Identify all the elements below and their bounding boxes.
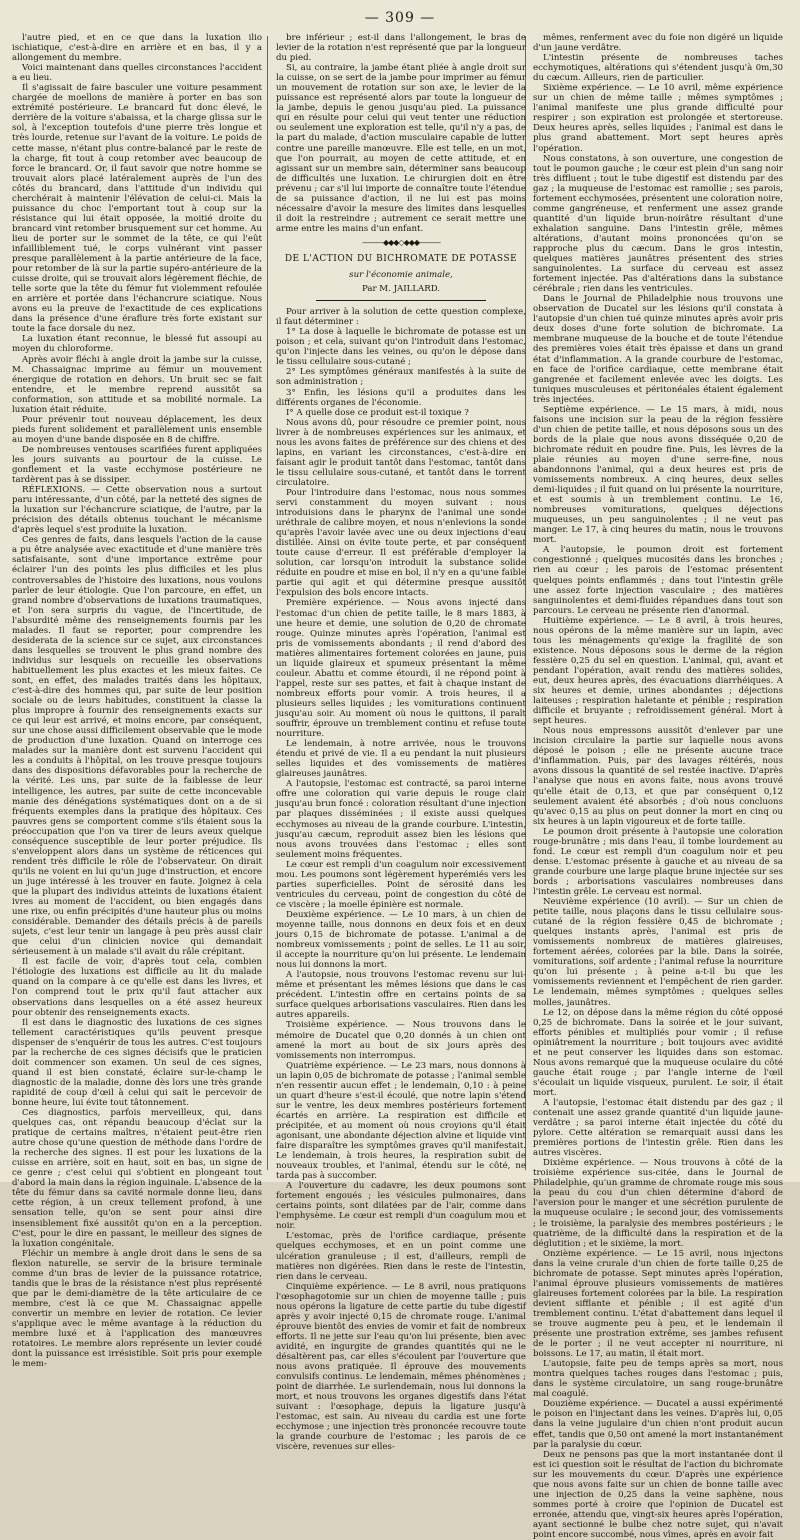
paragraph: A l'autopsie, l'estomac était distendu par des gaz ; il contenait une assez grande quantité d'un liquide jaune-verdâtre ; sa paroi interne était injectée du côté du pylore. Cette altération se remarquait aussi dans les premières portions de l'intestin grêle. Rien dans les autres viscères. — [533, 1097, 783, 1159]
paragraph: Il est facile de voir, d'après tout cela, combien l'étiologie des luxations est difficile au lit du malade quand on la compare à ce qu'elle est dans les livres, et l'on comprend tout le prix qu'il faut attacher aux observations dans lesquelles on a été assez heureux pour obtenir des renseignements exacts. — [12, 957, 262, 1018]
paragraph: Pour arriver à la solution de cette question complexe, il faut déterminer : — [276, 307, 526, 328]
paragraph: Pour l'introduire dans l'estomac, nous nous sommes servi constamment du moyen suivant : nous introduisions dans le pharynx de l'animal une sonde uréthrale de calibre moyen, et nous n'enlevions la sonde qu'après l'avoir lavée avec une ou deux injections d'eau distillée. Ainsi on évite toute perte, et par conséquent toute cause d'erreur. Il est préférable d'employer la solution, car lorsqu'on introduit la substance solide réduite en poudre et mise en bol, il n'y en a qu'une faible partie qui agit et qui détermine presque aussitôt l'expulsion des bols encore intacts. — [276, 487, 526, 599]
article-title: DE L'ACTION DU BICHROMATE DE POTASSE — [284, 253, 518, 264]
paragraph: Ces diagnostics, parfois merveilleux, qui, dans quelques cas, ont répandu beaucoup d'éclat sur la pratique de certains maîtres, n'étaient peut-être rien autre chose qu'une question de méthode dans l'ordre de la recherche des signes. Il est pour les luxations de la cuisse en arrière, soit en haut, soit en bas, un signe de ce genre ; c'est celui qui s'obtient en plongeant tout d'abord la main dans la région inguinale. L'absence de la tête du fémur dans sa cavité normale donne lieu, dans cette région, à un creux tellement profond, à une sensation telle, qu'on se sent pour ainsi dire insensiblement fixé aussitôt qu'on en a la perception. C'est, pour le dire en passant, le meilleur des signes de la luxation congénitale. — [12, 1108, 262, 1249]
article-subtitle: sur l'économie animale, — [349, 270, 453, 281]
paragraph: La luxation étant reconnue, le blessé fut assoupi au moyen du chloroforme. — [12, 334, 262, 355]
paragraph: Après avoir fléchi à angle droit la jambe sur la cuisse, M. Chassaignac imprime au fémur un mouvement énergique de rotation en dehors. Un bruit sec se fait entendre, et le membre reprend aussitôt sa conformation, son attitude et sa mobilité normale. La luxation était réduite. — [12, 354, 262, 415]
paragraph: Il s'agissait de faire basculer une voiture pesamment chargée de moellons de manière à porter en bas son extrémité postérieure. Le brancard fut donc élevé, le derrière de la voiture s'abaissa, et la charge glissa sur le sol, à l'exception toutefois d'une pierre très longue et très lourde, retenue sur l'avant de la voiture. Le poids de cette masse, n'étant plus contre-balancé par le reste de la charge, fit tout à coup retomber avec beaucoup de force le brancard. Or, il faut savoir que notre homme se trouvait alors placé latéralement auprès de l'un des côtés du brancard, dans l'attitude d'un individu qui cherchérait à maintenir l'élévation de celui-ci. Mais la puissance du choc l'emportant tout à coup sur la résistance qui lui était opposée, la moitié droite du brancard vint retomber brusquement sur cet homme. Au lieu de porter sur le sommet de la tête, ce qui l'eût infailliblement tué, le corps vulnérant vint passer presque parallèlement à la partie antérieure de la face, pour retomber de là sur la partie supéro-antérieure de la cuisse droite, qui se trouvait alors légèrement fléchie, de telle sorte que la tête du fémur fut violemment refoulée en arrière et portée dans l'échancrure sciatique. Nous avons eu la preuve de l'exactitude de ces explications dans la présence d'une éraflure très forte existant sur toute la face dorsale du nez. — [12, 83, 262, 335]
paragraph: Ces genres de faits, dans lesquels l'action de la cause a pu être analysée avec exactitude et d'une manière très satisfaisante, sont d'une importance extrême pour éclairer l'un des points les plus difficiles et les plus controversables de l'histoire des luxations, nous voulons parler de leur étiologie. Que l'on parcoure, en effet, un grand nombre d'observations de luxations traumatiques, et l'on sera surpris du vague, de l'incertitude, de l'absurdité même des renseignements fournis par les malades. Il faut se reporter, pour comprendre les desiderata de la science sur ce sujet, aux circonstances dans lesquelles se trouvent le plus grand nombre des individus sur lesquels on recueille les observations habituellement les plus exactes et les mieux faites. Ce sont, en effet, des malades traités dans les hôpitaux, c'est-à-dire des hommes qui, par suite de leur position sociale ou de leurs habitudes, constituent la classe la plus impropre à fournir des renseignements exacts sur ce qui leur est arrivé, et moins encore, par conséquent, sur une chose aussi difficilement observable que le mode de production d'une luxation. Quand on interroge ces malades sur la manière dont est survenu l'accident qui les a conduits à l'hôpital, on les trouve presque toujours dans des dispositions défavorables pour la recherche de la vérité. Les uns, par suite de la faiblesse de leur intelligence, les autres, par suite de cette inconcevable manie des dénégations systématiques dont on a de si fréquents exemples dans la pratique des hôpitaux. Ces pauvres gens se comportent comme s'ils étaient sous la préoccupation que l'on va tirer de leurs aveux quelque conséquence susceptible de leur porter préjudice. Ils s'enveloppent alors dans un système de réticences qui rendent très difficile le rôle de l'observateur. On dirait qu'ils ne voient en lui qu'un juge d'instruction, et encore un juge intéressé à les trouver en faute. Joignez à cela que la plupart des individus atteints de luxations étaient ivres au moment de l'accident, ou bien engagés dans une rixe, ou enfin précipités d'une hauteur plus ou moins considérable. Demander des détails précis à de pareils sujets, c'est leur tenir un langage à peu près aussi clair que celui d'un clinicien novice qui demandait sérieusement à un malade s'il avait du râle crépitant. — [12, 535, 262, 958]
paragraph: 3° Enfin, les lésions qu'il a produites dans les différents organes de l'économie. — [276, 387, 526, 408]
paragraph: l'autre pied, et en ce que dans la luxation ilio ischiatique, c'est-à-dire en arrière et en bas, il y a allongement du membre. — [12, 33, 262, 64]
paragraph: L'intestin présente de nombreuses taches ecchymotiques, altérations qui s'étendent jusqu'à 0m,30 du cæcum. Ailleurs, rien de particulier. — [533, 53, 783, 84]
paragraph: Pour prévenir tout nouveau déplacement, les deux pieds furent solidement et parallèlement unis ensemble au moyen d'une bande disposée en 8 de chiffre. — [12, 414, 262, 445]
paragraph: Le poumon droit présente à l'autopsie une coloration rouge-brunâtre ; mis dans l'eau, il tombe lourdement au fond. Le cœur est rempli d'un coagulum noir et peu dense. L'estomac présente à gauche et au niveau de sa grande courbure une large plaque brune injectée sur ses bords ; arborisations vasculaires nombreuses dans l'intestin grêle. Le cerveau est normal. — [533, 826, 783, 897]
paragraph: A l'ouverture du cadavre, les deux poumons sont fortement engoués ; les vésicules pulmonaires, dans certains points, sont dilatées par de l'air, comme dans l'emphysème. Le cœur est rempli d'un coagulum mou et noir. — [276, 1181, 526, 1232]
paragraph: I° A quelle dose ce produit est-il toxique ? — [286, 407, 469, 418]
paragraph: mêmes, renferment avec du foie non digéré un liquide d'un jaune verdâtre. — [533, 33, 783, 54]
paragraph: Quatrième expérience. — Le 23 mars, nous donnons à un lapin 0,05 de bichromate de potasse ; l'animal semble n'en ressentir aucun effet ; le lendemain, 0,10 : à peine un quart d'heure s'est-il écoulé, que notre lapin s'étend sur le ventre, les deux membres postérieurs fortement écartés en arrière. La respiration est difficile et précipitée, et au moment où nous croyions qu'il était agonisant, une abondante déjection alvine et liquide vint faire disparaître les symptômes graves qu'il manifestait. Le lendemain, à trois heures, la respiration subit de nouveaux troubles, et l'animal, étendu sur le côté, ne tarda pas à succomber. — [276, 1060, 526, 1182]
paragraph: Onzième expérience. — Le 15 avril, nous injectons dans la veine crurale d'un chien de forte taille 0,25 de bichromate de potasse. Sept minutes après l'opération, l'animal éprouve plusieurs vomissements de matières glaireuses fortement colorées par la bile. La respiration devient sifflante et pénible ; il est agité d'un tremblement continu. L'état d'abattement dans lequel il se trouve augmente peu à peu, et le lendemain il présente une prostration extrême, ses jambes refusent de le porter ; il ne veut accepter ni nourriture, ni boissons. Le 17, au matin, il était mort. — [533, 1248, 783, 1360]
paragraph: bre inférieur ; est-il dans l'allongement, le bras de levier de la rotation n'est représenté que par la longueur du pied. — [276, 33, 526, 64]
paragraph: Dans le Journal de Philadelphie nous trouvons une observation de Ducatel sur les lésions qu'il constata à l'autopsie d'un chien tué quinze minutes après avoir pris deux doses d'une forte solution de bichromate. La membrane muqueuse de la bouche et de toute l'étendue des premières voies était très épaisse et dans un grand état d'inflammation. A la grande courbure de l'estomac, en face de l'orifice cardiaque, cette membrane était gangrenée et facilement enlevée avec les doigts. Les tuniques musculeuses et péritonéales étaient également très injectées. — [533, 294, 783, 405]
paragraph: Sixième expérience. — Le 10 avril, même expérience sur un chien de même taille ; mêmes symptômes ; l'animal manifeste une plus grande difficulté pour respirer ; son expiration est prolongée et stertoreuse. Deux heures après, selles liquides ; l'animal est dans le plus grand abattement. Mort sept heures après l'opération. — [533, 83, 783, 154]
paragraph: Douzième expérience. — Ducatel a aussi expérimenté le poison en l'injectant dans les veines. D'après lui, 0,05 dans la veine jugulaire d'un chien n'ont produit aucun effet, tandis que 0,50 ont amené la mort instantanément par la paralysie du cœur. — [533, 1399, 783, 1450]
paragraph: Nous nous empressons aussitôt d'enlever par une incision circulaire la partie sur laquelle nous avons déposé le poison ; elle ne présente aucune trace d'inflammation. Puis, par des lavages réitérés, nous avons dissous la quantité de sel restée inactive. D'après l'analyse que nous en avons faite, nous avons trouvé qu'elle était de 0,13, et que par conséquent 0,12 seulement avaient été absorbés ; d'où nous concluons qu'avec 0,15 au plus on peut donner la mort en cinq ou six heures à un lapin vigoureux et de forte taille. — [533, 726, 783, 827]
paragraph: De nombreuses ventouses scarifiées furent appliquées les jours suivants au pourtour de la cuisse. Le gonflement et la vaste ecchymose postérieure ne tardèrent pas à se dissiper. — [12, 444, 262, 486]
paragraph: A l'autopsie, l'estomac est contracté, sa paroi interne offre une coloration qui varie depuis le rouge clair jusqu'au brun foncé : coloration résultant d'une injection par plaques disséminées ; il existe aussi quelques ecchymoses au niveau de la grande courbure. L'intestin, jusqu'au cæcum, reproduit assez bien les lésions que nous avons trouvées dans l'estomac ; elles sont seulement moins fréquentes. — [276, 779, 526, 860]
paragraph: Troisième expérience. — Nous trouvons dans le mémoire de Ducatel que 0,20 donnés à un chien ont amené la mort au bout de six jours après des vomissements non interrompus. — [276, 1020, 526, 1061]
column-3 — [533, 33, 783, 1540]
paragraph: Huitième expérience. — Le 8 avril, à trois heures, nous opérons de la même manière sur un lapin, avec tous les ménagements qu'exige la fragilité de son existence. Nous déposons sous le derme de la région fessière 0,25 du sel en question. L'animal, qui, avant et pendant l'opération, avait rendu des matières solides, eut, deux heures après, des évacuations diarrhéiques. A six heures et demie, urines abondantes ; déjections laiteuses ; respiration haletante et pénible ; respiration difficile et bruyante ; refroidissement général. Mort à sept heures. — [533, 615, 783, 727]
paragraph: Nous constatons, à son ouverture, une congestion de tout le poumon gauche ; le cœur est plein d'un sang noir très diffluent ; tout le tube digestif est distendu par des gaz ; la muqueuse de l'estomac est ramollie ; ses parois, fortement ecchymosées, présentent une coloration noire, comme gangréneuse, et renferment une assez grande quantité d'un liquide brun-noirâtre résultant d'une exhalation sanguine. Dans l'intestin grêle, mêmes altérations, d'autant moins prononcées qu'on se rapproche plus du cæcum. Dans le gros intestin, quelques matières jaunâtres présentent des stries sanguinolentes. La surface du cerveau est assez fortement injectée. Pas d'altérations dans la substance cérébrale ; rien dans les ventricules. — [533, 153, 783, 295]
section-ornament: ———◆◆◆◇◆◆◆——— — [361, 237, 441, 247]
paragraph: Cinquième expérience. — Le 8 avril, nous pratiquons l'œsophagotomie sur un chien de moyenne taille ; puis nous opérons la ligature de cette partie du tube digestif après y avoir injecté 0,15 de chromate rouge. L'animal éprouve bientôt des envies de vomir et fait de nombreux efforts. Il ne jette sur l'eau qu'on lui présente, bien avec avidité, en ingurgite de grandes quantités qui ne le désaltèrent pas, car elles s'écoulent par l'ouverture que nous avons pratiquée. Il éprouve des mouvements convulsifs continus. Le lendemain, mêmes phénomènes ; point de diarrhée. Le surlendemain, nous lui donnons la mort, et nous trouvons les organes digestifs dans l'état suivant : l'œsophage, depuis la ligature jusqu'à l'estomac, est sain. Au niveau du cardia est une forte ecchymose ; une injection très prononcée recouvre toute la grande courbure de l'estomac ; les parois de ce viscère, revenues sur elles- — [276, 1281, 526, 1453]
paragraph: 1° La dose à laquelle le bichromate de potasse est un poison ; et cela, suivant qu'on l'introduit dans l'estomac, qu'on l'injecte dans les veines, ou qu'on le dépose dans le tissu cellulaire sous-cutané ; — [276, 327, 526, 368]
paragraph: Nous avons dû, pour résoudre ce premier point, nous livrer à de nombreuses expériences sur les animaux, et nous les avons faites de préférence sur des chiens et des lapins, en variant les circonstances, c'est-à-dire en faisant agir le produit tantôt dans l'estomac, tantôt dans le tissu cellulaire sous-cutané, et tantôt dans le torrent circulatoire. — [276, 417, 526, 488]
paragraph: L'autopsie, faite peu de temps après sa mort, nous montra quelques taches rouges dans l'estomac ; puis, dans le système circulatoire, un sang rouge-brunâtre mal coagulé. — [533, 1359, 783, 1400]
paragraph: Le 12, on dépose dans la même région du côté opposé 0,25 de bichromate. Dans la soirée et le jour suivant, efforts pénibles et multipliés pour vomir ; il refuse opiniâtrement la nourriture ; boit toujours avec avidité et ne peut conserver les liquides dans son estomac. Nous avons remarqué que la muqueuse oculaire du côté gauche était rouge ; par l'angle interne de l'œil s'écoulait un liquide visqueux, purulent. Le soir, il était mort. — [533, 1007, 783, 1098]
page-number: — 309 — — [364, 10, 436, 26]
paragraph: L'estomac, près de l'orifice cardiaque, présente quelques ecchymoses, et en un point comme une ulcération granuleuse ; il est, d'ailleurs, rempli de matières non digérées. Rien dans le reste de l'intestin, rien dans le cerveau. — [276, 1231, 526, 1282]
paragraph: RÉFLEXIONS. — Cette observation nous a surtout paru intéressante, d'un côté, par la netteté des signes de la luxation sur l'échancrure sciatique, de l'autre, par la précision des détails obtenus touchant le mécanisme d'après lequel s'est produite la luxation. — [12, 485, 262, 536]
paragraph: A l'autopsie, le poumon droit est fortement congestionné ; quelques mucosités dans les bronches ; rien au cœur ; les parois de l'estomac présentent quelques points enflammés ; dans tout l'intestin grêle une assez forte injection vasculaire ; des matières sanguinolentes et demi-fluides répandues dans tout son parcours. Le cerveau ne présente rien d'anormal. — [533, 545, 783, 616]
paragraph: Fléchir un membre à angle droit dans le sens de sa flexion naturelle, se servir de la brisure terminale comme d'un bras de levier de la puissance rotatrice, tandis que le bras de la résistance n'est plus représenté que par le demi-diamètre de la tête articulaire de ce membre, c'est là ce que M. Chassaignac appelle convertir un membre en levier de rotation. Ce levier s'applique avec le même avantage à la réduction du membre luxé et à l'application des manœuvres rotatoires. Le membre alors représente un levier coudé dont la puissance est irrésistible. Soit pris pour exemple le mem- — [12, 1248, 262, 1370]
column-2-continuation — [276, 33, 526, 234]
paragraph: Deux ne pensons pas que la mort instantanée dont il est ici question soit le résultat de l'action du bichromate sur les mouvements du cœur. D'après une expérience que nous avons faite sur un chien de bonne taille avec une injection de 0,25 dans la veine saphène, nous sommes porté à croire que l'opinion de Ducatel est erronée, attendu que, vingt-six heures après l'opération, ayant sectionné le bulbe chez notre sujet, qui n'avait point encore succombé, nous vîmes, après en avoir fait — [533, 1449, 783, 1540]
paragraph: Neuvième expérience (10 avril). — Sur un chien de petite taille, nous plaçons dans le tissu cellulaire sous-cutané de la région fessière 0,45 de bichromate ; quelques instants après, l'animal est pris de vomissements nombreux de matières glaireuses, fortement aérées, colorées par la bile. Dans la soirée, vomiturations, soif ardente ; l'animal refuse la nourriture qu'on lui présente ; à peine a-t-il bu que les vomissements reviennent et l'empêchent de rien garder. Le lendemain, mêmes symptômes ; quelques selles molles, jaunâtres. — [533, 897, 783, 1008]
paragraph: Septième expérience. — Le 15 mars, à midi, nous faisons une incision sur la peau de la région fessière d'un chien de petite taille, et nous déposons sous un des bords de la plaie que nous avons disséquée 0,20 de bichromate réduit en poudre fine. Puis, les lèvres de la plaie réunies au moyen d'une serre-fine, nous abandonnons l'animal, qui a deux heures est pris de vomissements nombreux. A cinq heures, deux selles demi-liquides ; il fuit quand on lui présente la nourriture, et est soumis à un tremblement continu. Le 16, nombreuses vomiturations, quelques déjections muqueuses, un peu sanguinolentes ; il ne veut pas manger. Le 17, à cinq heures du matin, nous le trouvons mort. — [533, 404, 783, 546]
paragraph: Si, au contraire, la jambe étant pliée à angle droit sur la cuisse, on se sert de la jambe pour imprimer au fémur un mouvement de rotation sur son axe, le levier de la puissance est représenté alors par toute la longueur de la jambe, depuis le genou jusqu'au pied. La puissance qui en résulte pour celui qui veut tenter une réduction ou seulement une exploration est telle, qu'il n'y a pas, de la part du malade, d'action musculaire capable de lutter contre une pareille manœuvre. Elle est telle, en un mot, que l'on pourrait, au moyen de cette attitude, et en agissant sur un membre sain, déterminer sans beaucoup de difficultés une luxation. Le chirurgien doit en être prévenu ; car s'il lui importe de connaître toute l'étendue de sa puissance d'action, il ne lui est pas moins nécessaire d'avoir la mesure des limites dans lesquelles il doit la restreindre ; autrement ce serait mettre une arme entre les mains d'un enfant. — [276, 63, 527, 234]
paragraph: Dixième expérience. — Nous trouvons à côté de la troisième expérience sus-citée, dans le Journal de Philadelphie, qu'un gramme de chromate rouge mis sous la peau du cou d'un chien détermine d'abord de l'aversion pour le manger et une sécrétion purulente de la muqueuse oculaire ; le second jour, des vomissements ; le troisième, la paralysie des membres postérieurs ; le quatrième, de la difficulté dans la respiration et de la déglutition ; et le sixième, la mort. — [533, 1158, 783, 1249]
paragraph: Deuxième expérience. — Le 10 mars, à un chien de moyenne taille, nous donnons en deux fois et en deux jours 0,15 de bichromate de potasse. L'animal a de nombreux vomissements ; point de selles. Le 11 au soir, il accepte la nourriture qu'on lui présente. Le lendemain nous lui donnons la mort. — [276, 909, 526, 971]
article-author: Par M. JAILLARD. — [361, 284, 441, 295]
title-rule — [316, 300, 486, 301]
paragraph: Le lendemain, à notre arrivée, nous le trouvons étendu et privé de vie. Il a eu pendant la nuit plusieurs selles liquides et des vomissements de matières glaireuses jaunâtres. — [276, 739, 526, 780]
paragraph: A l'autopsie, nous trouvons l'estomac revenu sur lui-même et présentant les mêmes lésions que dans le cas précédent. L'intestin offre en certains points de sa surface quelques arborisations vasculaires. Rien dans les autres appareils. — [276, 970, 527, 1021]
paragraph: Il est dans le diagnostic des luxations de ces signes tellement caractéristiques qu'ils peuvent presque dispenser de s'enquérir de tous les autres. C'est toujours par la recherche de ces signes décisifs que le praticien doit commencer son examen. Un seul de ces signes, quand il est bien constaté, éclaire sur-le-champ le diagnostic de la maladie, donne dès lors une très grande rapidité de coup d'œil à celui qui sait le percevoir de bonne heure, lui évite tout tâtonnement. — [12, 1017, 262, 1108]
column-divider — [267, 36, 268, 1170]
article-body — [276, 307, 526, 1452]
paragraph: Le cœur est rempli d'un coagulum noir excessivement mou. Les poumons sont légèrement hyperémiés vers les parties superficielles. Point de sérosité dans les ventricules du cerveau, point de congestion du côté de ce viscère ; la moelle épinière est normale. — [276, 859, 526, 910]
column-1 — [12, 33, 262, 1370]
paragraph: Voici maintenant dans quelles circonstances l'accident a eu lieu. — [12, 63, 262, 84]
column-2 — [276, 33, 527, 1453]
paragraph: Première expérience. — Nous avons injecté dans l'estomac d'un chien de petite taille, le 8 mars 1883, à une heure et demie, une solution de 0,20 de chromate rouge. Quinze minutes après l'opération, l'animal est pris de vomissements abondants ; il rend d'abord des matières alimentaires fortement colorées en jaune, puis un liquide glaireux et spumeux présentant la même couleur. Abattu et comme étourdi, il ne répond point à l'appel, reste sur ses pattes, et fait à chaque instant de nombreux efforts pour vomir. A trois heures, il a plusieurs selles liquides ; les vomiturations continuent jusqu'au soir. Au moment où nous le quittons, il paraît souffrir, éprouve un tremblement continu et refuse toute nourriture. — [276, 598, 526, 740]
paragraph: 2° Les symptômes généraux manifestés à la suite de son administration ; — [276, 367, 526, 388]
